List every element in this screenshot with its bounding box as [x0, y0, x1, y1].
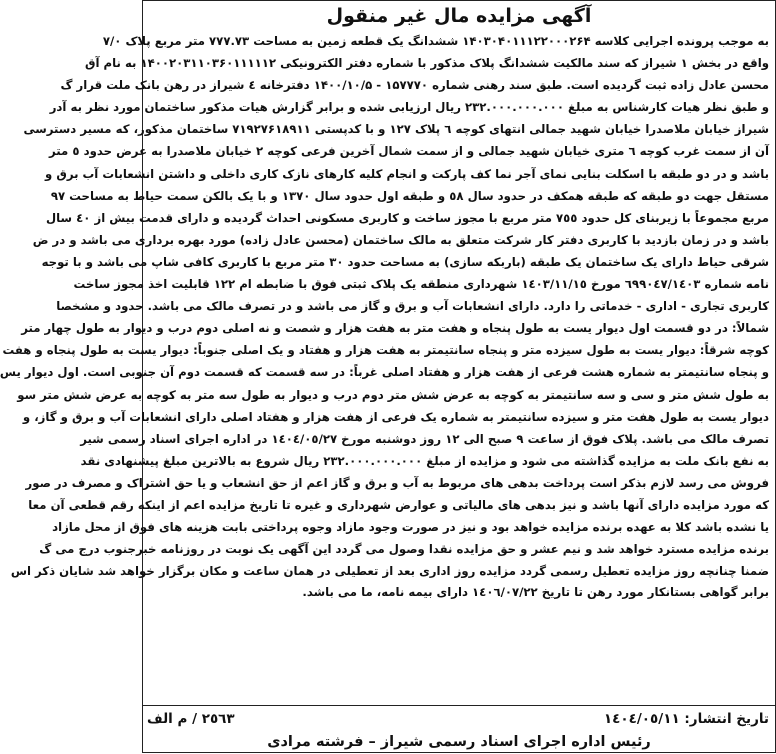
signature-line: رئیس اداره اجرای اسناد رسمی شیراز – فرشته مرادی [267, 734, 651, 750]
body-line: باشد و در دو طبقه با اسکلت بنایی نمای آجر نما کف پارکت و انجام کلیه کارهای نازک کاری داخلی و داشتن انشعابات آب برق و [45, 166, 769, 181]
body-line: نامه شماره ٦۹۹۰٤۷/۱٤۰۳ مورخ ۱٤۰۳/۱۱/۱٥ شهرداری منطقه یک پلاک ثبتی فوق با ضابطه ام ۱۲۲ قابلیت اخذ مجوز ساخت [73, 277, 769, 292]
body-line: باشد و در زمان بازدید با کاربری دفتر کار شرکت متعلق به مالک ساختمان (محسن عادل زاده) مورد بهره برداری می باشد و در ض [32, 232, 769, 247]
body-line: یا نشده باشد کلا به عهده برنده مزایده خواهد بود و نیز در صورت وجود مازاد وجوه پرداختی بابت هزینه های فوق از محل مازاد [52, 520, 769, 535]
body-line: محسن عادل زاده ثبت گردیده است. طبق سند رهنی شماره ۱۵۷۷۷۰ - ۱۴۰۰/۱۰/۵ دفترخانه ٤ شیراز در رهن بانک ملت قرار گ [60, 78, 769, 93]
body-line: و پنجاه سانتیمتر به شماره هشت فرعی از هفت هزار و هفتاد اصلی غرباً: در سه قسمت که قسمت دوم آن جنوبی است. اول دیوار یس [0, 365, 769, 380]
body-line: واقع در بخش ۱ شیراز که سند مالکیت ششدانگ پلاک مذکور با شماره دفتر الکترونیکی ۱۴۰۰۲۰۳۱۱۰۳۶۰۱۱۱۱۱۲ به نام آق [85, 56, 769, 71]
body-line: تصرف مالک می باشد. پلاک فوق از ساعت ۹ صبح الی ۱۲ روز دوشنبه مورخ ۱٤۰٤/۰٥/۲۷ در اداره اجرای اسناد رسمی شیر [80, 431, 769, 446]
reference-number: ۲٥٦۳ / م الف [147, 711, 235, 727]
body-line: شیراز خیابان ملاصدرا خیابان شهید جمالی انتهای کوچه ٦ پلاک ۱۲۷ و با کدپستی ۷۱۹۲۷۶۱۸۹۱۱ ساختمان مذکور، که مسیر دسترسی [23, 122, 769, 137]
body-line: به موجب پرونده اجرایی کلاسه ۱۴۰۳۰۴۰۱۱۱۲۲۰۰۰۲۶۴ ششدانگ یک قطعه زمین به مساحت ۷۷۷.۷۳ متر مربع پلاک ۷/۰ [102, 34, 769, 48]
body-line: کاربری تجاری - اداری - خدماتی را دارد. دارای انشعابات آب و برق و گاز می باشد و در تصرف مالک می باشد. حدود و مشخصا [56, 299, 769, 314]
body-line: دیوار یست به طول هفت متر و سیزده سانتیمتر به شماره یک فرعی از هفت هزار و هفتاد اصلی دارای انشعابات آب و برق و گاز، و [22, 409, 769, 424]
body-line: و طبق نظر هیات کارشناس به مبلغ ۲۳۲.۰۰۰.۰۰۰.۰۰۰ ریال ارزیابی شده و برابر گزارش هیات مذکور ساختمان مورد نظر به آدر [49, 100, 769, 115]
body-line: برابر گواهی بستانکار مورد رهن تا تاریخ ۱٤۰٦/۰۷/۲۲ دارای بیمه نامه، ما می باشد. [302, 585, 769, 600]
notice-footer [143, 705, 775, 754]
body-line: کوچه شرقاً: دیوار یست به طول سیزده متر و پنجاه سانتیمتر به هفت هزار و هفتاد و یک اصلی جنوباً: دیوار یست به طول پنجاه و هفت [2, 343, 769, 358]
body-line: مربع مجموعاً با زیربنای کل حدود ۷٥٥ متر مربع با مجوز ساخت و کاربری مسکونی احداث گردیده و دارای قدمت بیش از ٤۰ سال [46, 210, 769, 225]
body-line: مستقل جهت دو طبقه که طبقه همکف در حدود سال ٥۸ و طبقه اول حدود سال ۱۳۷۰ و با یک بالکن سمت حیاط به مساحت ۹۷ [50, 188, 769, 203]
body-line: به طول شش متر و سی و سه سانتیمتر به کوچه به عرض شش متر دوم درب و دیوار به طول سه متر به کوچه به عرض شش متر سو [17, 387, 769, 402]
body-line: برنده مزایده مسترد خواهد شد و نیم عشر و حق مزایده نقدا وصول می گردد این آگهی یک نوبت در روزنامه خبرجنوب درج می گ [39, 542, 769, 557]
body-line: آن از سمت غرب کوچه ٦ متری خیابان شهید جمالی و از سمت شمال آخرین فرعی کوچه ۲ خیابان ملاصدرا به عرض حدود ٥ متر [49, 144, 769, 159]
body-line: که مورد مزایده دارای آنها باشد و نیز بدهی های مالیاتی و عوارض شهرداری و غیره تا تاریخ مزایده اعم از اینکه رقم قطعی آن معا [28, 497, 769, 512]
body-line: شرقی حیاط دارای یک ساختمان یک طبقه (باربکه سازی) به مساحت حدود ۳۰ متر مربع با کاربری کافی شاپ می باشد و با توجه [41, 254, 769, 269]
body-line: فروش می رسد لازم بذکر است پرداخت بدهی های مربوط به آب و برق و گاز اعم از حق انشعاب و یا حق اشتراک و مصرف در صور [25, 475, 769, 490]
body-line: به نفع بانک ملت به مزایده گذاشته می شود و مزایده از مبلغ ۲۳۲.۰۰۰.۰۰۰.۰۰۰ ریال شروع به بالاترین مبلغ پیشنهادی نقد [80, 453, 769, 468]
body-line: ضمنا چنانچه روز مزایده تعطیل رسمی گردد مزایده روز اداری بعد از تعطیلی در همان ساعت و مکان برگزار خواهد شد شایان ذکر اس [10, 564, 769, 579]
notice-body [0, 30, 769, 603]
notice-title: آگهی مزایده مال غیر منقول [326, 5, 592, 27]
body-line: شمالاً: در دو قسمت اول دیوار یست به طول پنجاه و هفت متر به هفت هزار و شصت و نه اصلی دوم درب و دیوار به طول چهار متر [21, 321, 769, 336]
publish-date: تاریخ انتشار: ۱٤۰٤/۰٥/۱۱ [603, 711, 769, 727]
